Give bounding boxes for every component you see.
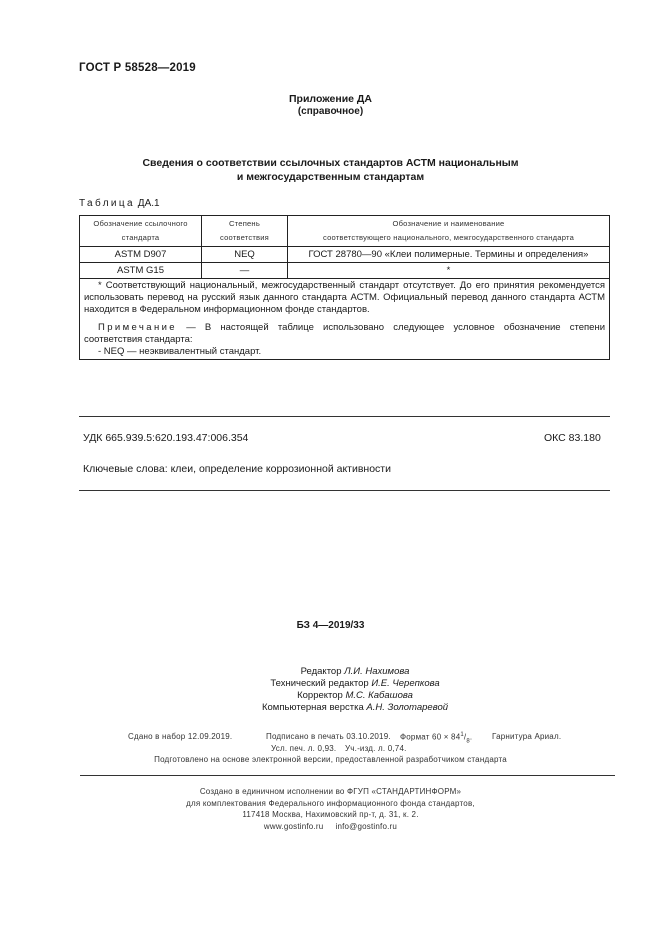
cell-degree: — (202, 263, 288, 279)
oks-code: ОКС 83.180 (544, 432, 601, 444)
keywords (83, 463, 391, 475)
correspondence-table (79, 215, 610, 360)
table-footnote-row (80, 279, 610, 360)
header-national-line2: соответствующего национального, межгосударственного стандарта (322, 233, 574, 242)
imprint-prepared: Подготовлено на основе электронной версии, предоставленной разработчиком стандарта (154, 755, 507, 764)
table-note (84, 322, 605, 346)
credit-role: Компьютерная верстка (261, 702, 364, 713)
credit-name: М.С. Кабашова (345, 690, 413, 701)
header-national (288, 216, 610, 247)
credit-tech-editor (230, 678, 480, 690)
header-ref-line2: стандарта (121, 233, 160, 242)
imprint-submitted: Сдано в набор 12.09.2019. (128, 732, 233, 741)
imprint-edition-sheets: Уч.-изд. л. 0,74. (345, 744, 407, 753)
section-title (0, 156, 661, 184)
header-ref-line1: Обозначение ссылочного (93, 219, 188, 228)
header-ref-standard (80, 216, 202, 247)
header-national-line1: Обозначение и наименование (392, 219, 505, 228)
udc-code: УДК 665.939.5:620.193.47:006.354 (83, 432, 249, 444)
section-title-line1: Сведения о соответствии ссылочных стандартов АСТМ национальным (142, 157, 519, 169)
divider-imprint (80, 775, 615, 776)
standard-code: ГОСТ Р 58528—2019 (79, 62, 196, 74)
bz-number: БЗ 4—2019/33 (296, 620, 365, 631)
imprint-sheets: Усл. печ. л. 0,93. (271, 744, 337, 753)
format-den: 8 (466, 738, 470, 745)
publisher-line4: www.gostinfo.ru info@gostinfo.ru (263, 821, 398, 831)
cell-degree: NEQ (202, 247, 288, 263)
credit-role: Редактор (300, 666, 342, 677)
table-row (80, 247, 610, 263)
credit-name: И.Е. Черепкова (371, 678, 440, 689)
annex-subtitle: (справочное) (297, 106, 364, 117)
format-num: 1 (460, 732, 464, 738)
publisher-line3: 117418 Москва, Нахимовский пр-т, д. 31, к. 2. (242, 810, 419, 819)
table-label-number: ДА.1 (137, 198, 160, 209)
annex-title: Приложение ДА (289, 93, 372, 105)
header-degree-line2: соответствия (219, 233, 269, 242)
table-footnote: * Соответствующий национальный, межгосударственный стандарт отсутствует. До его принятия рекомендуется использовать перевод на русский язык данного стандарта АСТМ. Официальный перевод данного стандарта АСТМ находится в Федеральном информационном фонде стандартов. (84, 280, 605, 315)
credit-role: Технический редактор (270, 678, 369, 689)
note-label: Примечание (98, 322, 177, 333)
table-notes (80, 279, 610, 360)
cell-ref: ASTM D907 (80, 247, 202, 263)
publisher-line2: для комплектования Федерального информационного фонда стандартов, (186, 798, 475, 808)
keywords-value: клеи, определение коррозионной активности (170, 463, 391, 475)
note-text: — В настоящей таблице использовано следующее условное обозначение степени соответствия стандарта: (84, 322, 605, 345)
table-label (79, 198, 160, 209)
publisher-line1: Создано в единичном исполнении во ФГУП «СТАНДАРТИНФОРМ» (199, 787, 462, 796)
credit-name: А.Н. Золотаревой (366, 702, 449, 713)
cell-ref: ASTM G15 (80, 263, 202, 279)
divider-top (79, 416, 610, 417)
section-title-line2: и межгосударственным стандартам (236, 171, 425, 183)
cell-national: ГОСТ 28780—90 «Клеи полимерные. Термины и определения» (288, 247, 610, 263)
imprint-format: Формат $60 \times 84^1/_8$. (400, 732, 473, 745)
credits (230, 666, 480, 714)
table-label-word: Таблица (79, 198, 136, 209)
format-prefix: Формат 60 × 84 (400, 732, 461, 742)
keywords-label: Ключевые слова: (83, 463, 168, 475)
publisher-block (0, 786, 661, 832)
credit-proofreader (230, 690, 480, 702)
credit-layout (230, 702, 480, 714)
note-item: - NEQ — неэквивалентный стандарт. (98, 346, 262, 357)
header-degree-line1: Степень (229, 219, 260, 228)
cell-national: * (288, 263, 610, 279)
imprint-signed: Подписано в печать 03.10.2019. (266, 732, 391, 741)
credit-editor (230, 666, 480, 678)
header-degree (202, 216, 288, 247)
table-row (80, 263, 610, 279)
divider-bottom (79, 490, 610, 491)
table-header-row (80, 216, 610, 247)
credit-name: Л.И. Нахимова (344, 666, 410, 677)
credit-role: Корректор (297, 690, 343, 701)
imprint-font: Гарнитура Ариал. (492, 732, 562, 741)
